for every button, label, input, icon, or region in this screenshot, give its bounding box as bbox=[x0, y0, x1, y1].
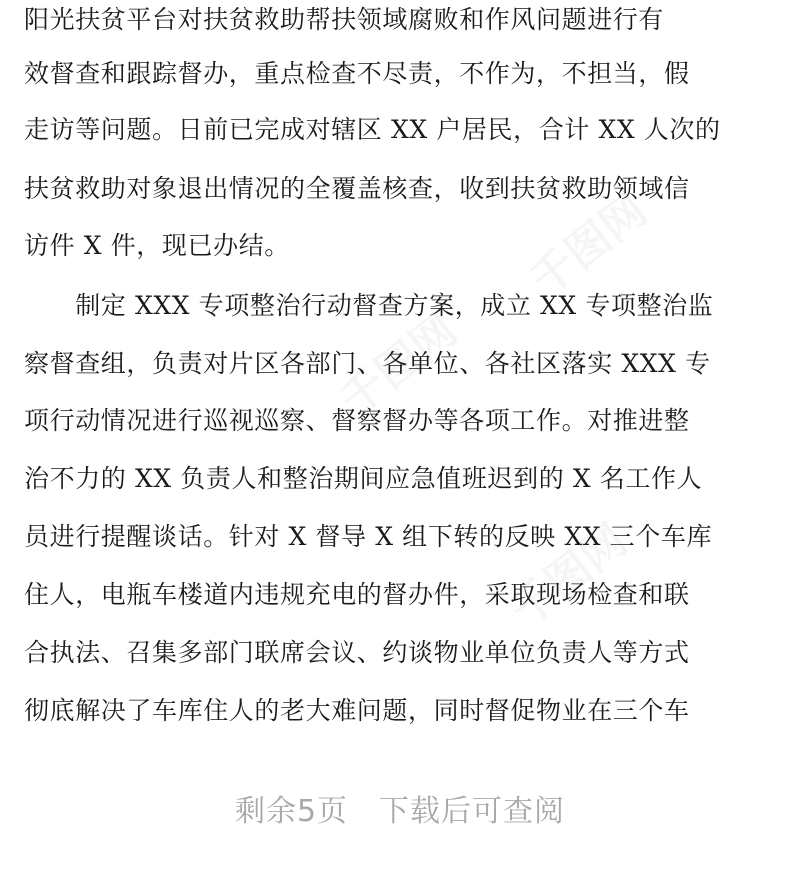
watermark-3: 千图网 bbox=[501, 514, 637, 637]
text-line: 治不力的 XX 负责人和整治期间应急值班迟到的 X 名工作人 bbox=[24, 464, 703, 493]
text-line: 走访等问题。日前已完成对辖区 XX 户居民，合计 XX 人次的 bbox=[24, 115, 721, 144]
watermark-2: 千图网 bbox=[331, 304, 467, 427]
text-line: 合执法、召集多部门联席会议、约谈物业单位负责人等方式 bbox=[24, 638, 690, 667]
text-line: 察督查组，负责对片区各部门、各单位、各社区落实 XXX 专 bbox=[24, 349, 711, 378]
text-line: 员进行提醒谈话。针对 X 督导 X 组下转的反映 XX 三个车库 bbox=[24, 522, 713, 551]
text-line: 项行动情况进行巡视巡察、督察督办等各项工作。对推进整 bbox=[24, 406, 690, 435]
text-line: 彻底解决了车库住人的老大难问题，同时督促物业在三个车 bbox=[24, 696, 690, 725]
text-line: 扶贫救助对象退出情况的全覆盖核查，收到扶贫救助领域信 bbox=[24, 174, 690, 203]
text-line: 制定 XXX 专项整治行动督查方案，成立 XX 专项整治监 bbox=[24, 291, 714, 320]
text-line: 访件 X 件，现已办结。 bbox=[24, 231, 290, 260]
remaining-pages-notice: 剩余5页 下载后可查阅 bbox=[234, 794, 566, 829]
text-line: 阳光扶贫平台对扶贫救助帮扶领域腐败和作风问题进行有 bbox=[24, 5, 665, 34]
watermark-1: 千图网 bbox=[521, 184, 657, 307]
text-line: 住人，电瓶车楼道内违规充电的督办件，采取现场检查和联 bbox=[24, 580, 690, 609]
text-line: 效督查和跟踪督办，重点检查不尽责，不作为，不担当，假 bbox=[24, 59, 690, 88]
